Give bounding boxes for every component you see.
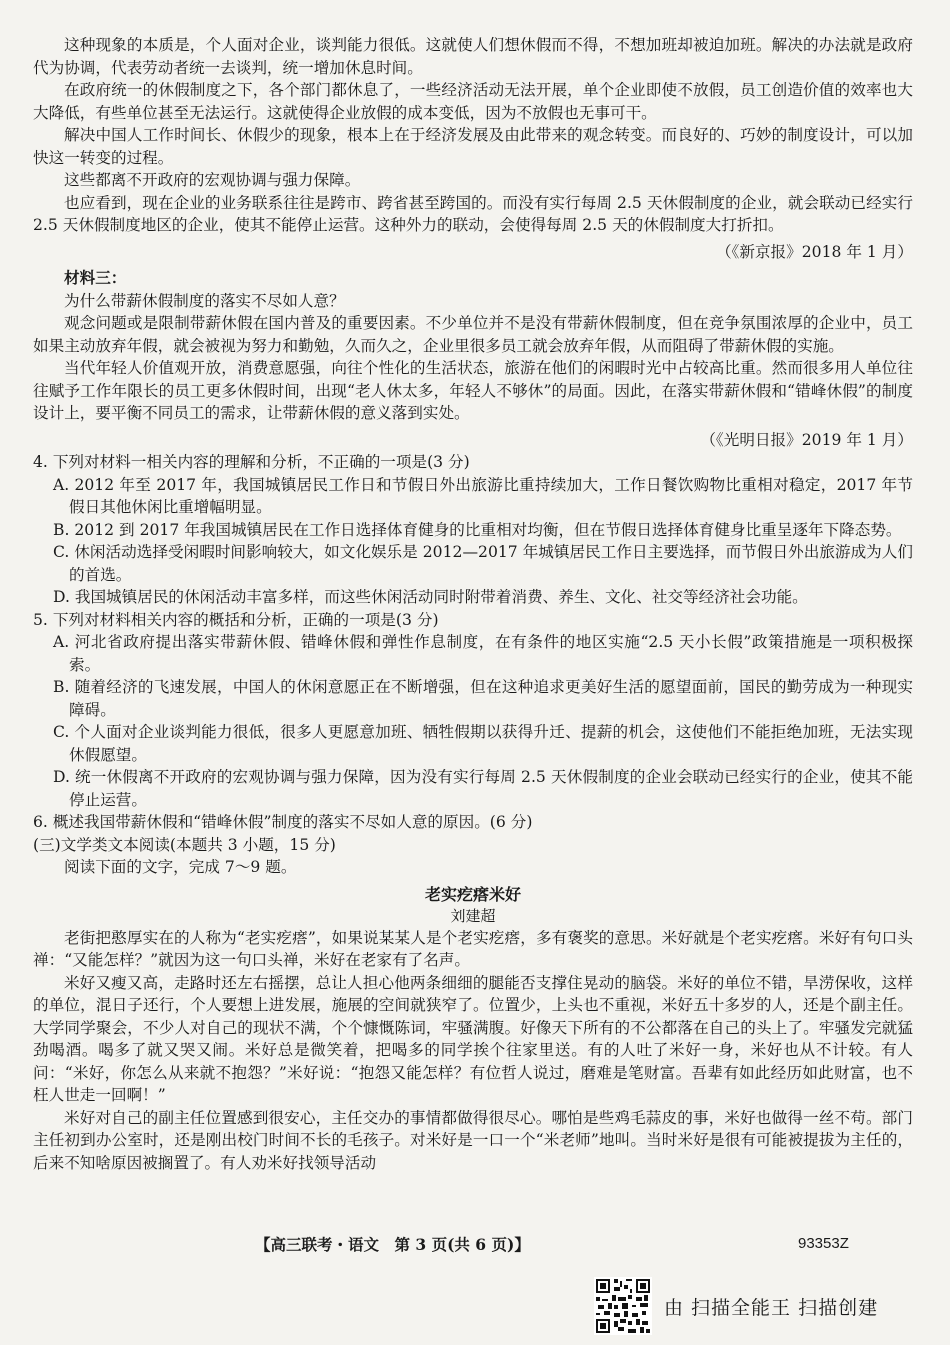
paragraph: 在政府统一的休假制度之下，各个部门都休息了，一些经济活动无法开展，单个企业即使不放假，员工创造价值的效率也大大降低，有些单位甚至无法运行。这就使得企业放假的成本变低，因为不放假也无事可干。 (33, 81, 913, 122)
question-4-option-b: B. 2012 到 2017 年我国城镇居民在工作日选择体育健身的比重相对均衡，但在节假日选择体育健身比重呈逐年下降态势。 (53, 520, 902, 539)
story-title: 老实疙瘩米好 (424, 884, 521, 904)
section-instruction: 阅读下面的文字，完成 7～9 题。 (64, 858, 297, 876)
question-4-stem: 4. 下列对材料一相关内容的理解和分析，不正确的一项是(3 分) (33, 453, 470, 471)
section-heading: (三)文学类文本阅读(本题共 3 小题，15 分) (33, 835, 336, 854)
paragraph: 解决中国人工作时间长、休假少的现象，根本上在于经济发展及由此带来的观念转变。而良好的、巧妙的制度设计，可以加快这一转变的过程。 (33, 126, 913, 167)
paragraph: 老街把憨厚实在的人称为“老实疙瘩”，如果说某某人是个老实疙瘩，多有褒奖的意思。米好就是个老实疙瘩。米好有句口头禅：“又能怎样？”就因为这一句口头禅，米好在老家有了名声。 (33, 928, 913, 969)
qr-code-icon (594, 1277, 652, 1335)
paragraph: 这种现象的本质是，个人面对企业，谈判能力很低。这就使人们想休假而不得，不想加班却被迫加班。解决的办法就是政府代为协调，代表劳动者统一去谈判，统一增加休息时间。 (33, 36, 913, 77)
paragraph: 米好又瘦又高，走路时还左右摇摆，总让人担心他两条细细的腿能否支撑住晃动的脑袋。米好的单位不错，旱涝保收，这样的单位，混日子还行，个人要想上进发展，施展的空间就狭窄了。位置少，上头也不重视，米好五十多岁的人，还是个副主任。大学同学聚会，不少人对自己的现状不满，个个慷慨陈词，牢骚满腹。好像天下所有的不公都落在自己的头上了。牢骚发完就猛劲喝酒。喝多了就又哭又闹。米好总是微笑着，把喝多的同学挨个往家里送。有的人吐了米好一身，米好也从不计较。有人问：“米好，你怎么从来就不抱怨？”米好说：“抱怨又能怎样？有位哲人说过，磨难是笔财富。吾辈有如此经历如此财富，也不枉人世走一回啊！” (33, 973, 913, 1104)
question-5-option-a: A. 河北省政府提出落实带薪休假、错峰休假和弹性作息制度，在有条件的地区实施“2.5 天小长假”政策措施是一项积极探索。 (53, 633, 913, 674)
story-author: 刘建超 (450, 906, 496, 925)
page-body (33, 34, 913, 1174)
paragraph: 这些都离不开政府的宏观协调与强力保障。 (64, 171, 361, 189)
scanner-watermark (594, 1277, 934, 1339)
question-4-option-a: A. 2012 年至 2017 年，我国城镇居民工作日和节假日外出旅游比重持续加大，工作日餐饮购物比重相对稳定，2017 年节假日其他休闲比重增幅明显。 (53, 475, 913, 516)
paragraph: 当代年轻人价值观开放，消费意愿强，向往个性化的生活状态，旅游在他们的闲暇时光中占较高比重。然而很多用人单位往往赋予工作年限长的员工更多休假时间，出现“老人休太多，年轻人不够休”的局面。因此，在落实带薪休假和“错峰休假”的制度设计上，要平衡不同员工的需求，让带薪休假的意义落到实处。 (33, 359, 913, 422)
source-citation: （《光明日报》2019 年 1 月） (700, 430, 913, 449)
source-citation: （《新京报》2018 年 1 月） (715, 242, 913, 261)
material-label: 材料三： (64, 268, 127, 287)
question-4-option-c: C. 休闲活动选择受闲暇时间影响较大，如文化娱乐是 2012—2017 年城镇居民工作日主要选择，而节假日外出旅游成为人们的首选。 (53, 543, 913, 584)
scanner-watermark-text: 由 扫描全能王 扫描创建 (664, 1297, 879, 1319)
question-5-option-b: B. 随着经济的飞速发展，中国人的休闲意愿正在不断增强，但在这种追求更美好生活的愿望面前，国民的勤劳成为一种现实障碍。 (53, 678, 913, 719)
footer-label: 【高三联考・语文 第 3 页(共 6 页)】 (255, 1235, 530, 1254)
question-5-option-c: C. 个人面对企业谈判能力很低，很多人更愿意加班、牺牲假期以获得升迁、提薪的机会，这使他们不能拒绝加班，无法实现休假愿望。 (53, 723, 913, 764)
question-5-stem: 5. 下列对材料相关内容的概括和分析，正确的一项是(3 分) (33, 610, 439, 629)
question-4-option-d: D. 我国城镇居民的休闲活动丰富多样，而这些休闲活动同时附带着消费、养生、文化、社交等经济社会功能。 (53, 588, 808, 606)
paragraph: 也应看到，现在企业的业务联系往往是跨市、跨省甚至跨国的。而没有实行每周 2.5 天休假制度的企业，就会联动已经实行 2.5 天休假制度地区的企业，使其不能停止运营。这种外力的联动，会使得每周 2.5 天的休假制度大打折扣。 (33, 193, 913, 234)
paragraph: 米好对自己的副主任位置感到很安心，主任交办的事情都做得很尽心。哪怕是些鸡毛蒜皮的事，米好也做得一丝不苟。部门主任初到办公室时，还是刚出校门时间不长的毛孩子。对米好是一口一个“米老师”地叫。当时米好是很有可能被提拔为主任的，后来不知啥原因被搁置了。有人劝米好找领导活动 (33, 1108, 913, 1172)
page-footer (0, 1233, 950, 1257)
material-question: 为什么带薪休假制度的落实不尽如人意？ (64, 291, 345, 310)
exam-code: 93353Z (798, 1235, 849, 1252)
question-5-option-d: D. 统一休假离不开政府的宏观协调与强力保障，因为没有实行每周 2.5 天休假制度的企业会联动已经实行的企业，使其不能停止运营。 (53, 768, 913, 809)
question-6: 6. 概述我国带薪休假和“错峰休假”制度的落实不尽如人意的原因。(6 分) (33, 813, 533, 831)
paragraph: 观念问题或是限制带薪休假在国内普及的重要因素。不少单位并不是没有带薪休假制度，但在竞争氛围浓厚的企业中，员工如果主动放弃年假，就会被视为努力和勤勉，久而久之，企业里很多员工就会放弃年假，从而阻碍了带薪休假的实施。 (33, 314, 913, 355)
